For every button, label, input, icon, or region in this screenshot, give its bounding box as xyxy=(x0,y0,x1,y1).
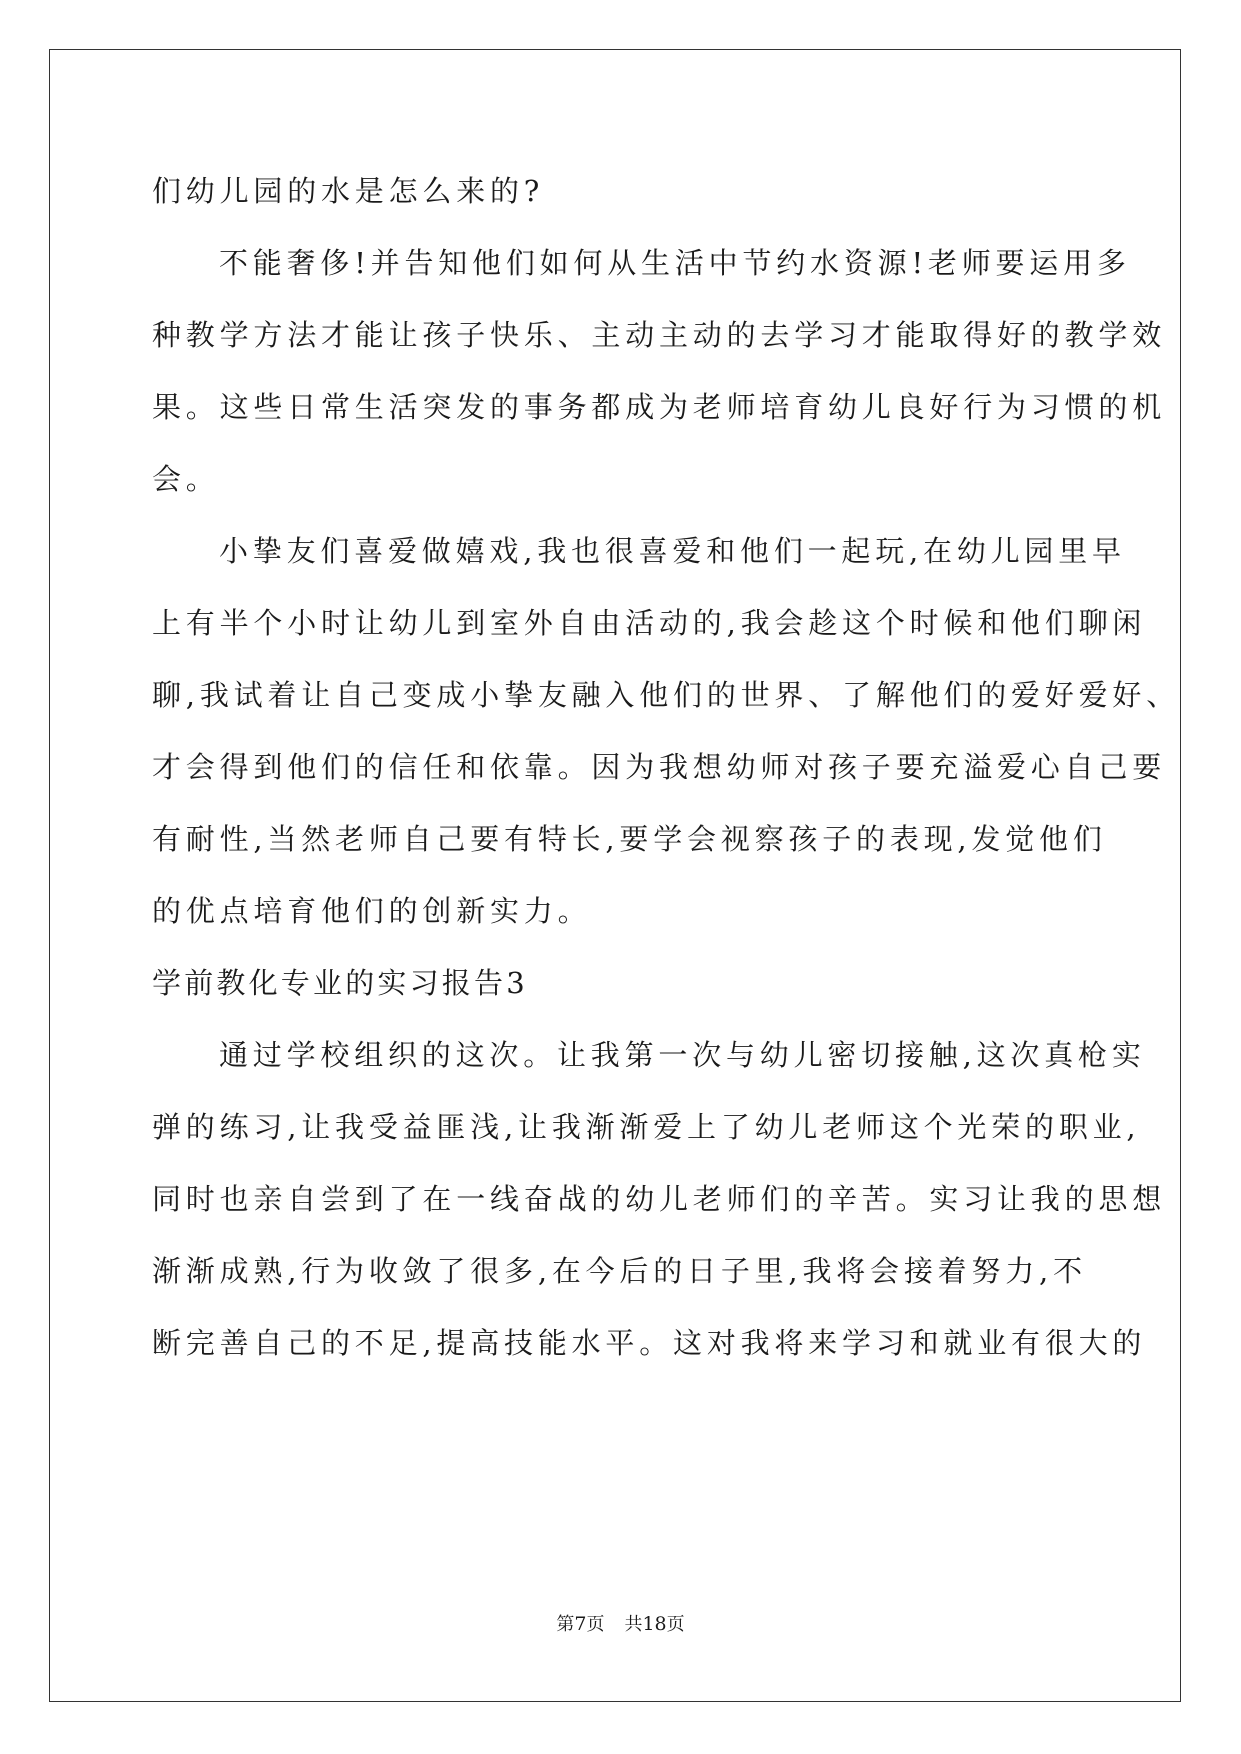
line-text: 小挚友们喜爱做嬉戏,我也很喜爱和他们一起玩,在幼儿园里早 xyxy=(219,534,1126,568)
page-footer xyxy=(0,1612,1241,1637)
text-line xyxy=(152,1235,1092,1307)
text-line xyxy=(152,731,1167,803)
text-line xyxy=(152,1307,1147,1379)
line-text: 有耐性,当然老师自己要有特长,要学会视察孩子的表现,发觉他们 xyxy=(152,822,1107,856)
page-total: 共18页 xyxy=(624,1613,685,1635)
document-body xyxy=(152,155,1181,1379)
text-line xyxy=(152,371,1167,443)
line-text: 弹的练习,让我受益匪浅,让我渐渐爱上了幼儿老师这个光荣的职业, xyxy=(152,1110,1141,1144)
text-line xyxy=(152,299,1167,371)
text-line xyxy=(152,443,1092,515)
paragraph-start-line xyxy=(152,1019,1146,1091)
line-text: 同时也亲自尝到了在一线奋战的幼儿老师们的辛苦。实习让我的思想 xyxy=(152,1182,1167,1216)
text-line xyxy=(152,1163,1167,1235)
text-line xyxy=(152,1091,1141,1163)
line-text: 通过学校组织的这次。让我第一次与幼儿密切接触,这次真枪实 xyxy=(219,1038,1146,1072)
line-text: 聊,我试着让自己变成小挚友融入他们的世界、了解他们的爱好爱好、 xyxy=(152,678,1181,712)
paragraph-start-line xyxy=(152,515,1126,587)
text-line xyxy=(152,155,1092,227)
line-text: 们幼儿园的水是怎么来的? xyxy=(152,174,545,208)
text-line xyxy=(152,587,1147,659)
text-line xyxy=(152,803,1107,875)
section-heading xyxy=(152,947,1092,1019)
text-line xyxy=(152,875,1092,947)
line-text: 会。 xyxy=(152,462,220,496)
line-text: 不能奢侈!并告知他们如何从生活中节约水资源!老师要运用多 xyxy=(219,246,1131,280)
line-text: 才会得到他们的信任和依靠。因为我想幼师对孩子要充溢爱心自己要 xyxy=(152,750,1167,784)
paragraph-start-line xyxy=(152,227,1131,299)
line-text: 断完善自己的不足,提高技能水平。这对我将来学习和就业有很大的 xyxy=(152,1326,1147,1360)
heading-text: 学前教化专业的实习报告3 xyxy=(152,966,528,1000)
page-number: 第7页 xyxy=(556,1613,605,1635)
line-text: 上有半个小时让幼儿到室外自由活动的,我会趁这个时候和他们聊闲 xyxy=(152,606,1147,640)
line-text: 种教学方法才能让孩子快乐、主动主动的去学习才能取得好的教学效 xyxy=(152,318,1167,352)
text-line xyxy=(152,659,1181,731)
line-text: 的优点培育他们的创新实力。 xyxy=(152,894,592,928)
line-text: 果。这些日常生活突发的事务都成为老师培育幼儿良好行为习惯的机 xyxy=(152,390,1167,424)
line-text: 渐渐成熟,行为收敛了很多,在今后的日子里,我将会接着努力,不 xyxy=(152,1254,1087,1288)
